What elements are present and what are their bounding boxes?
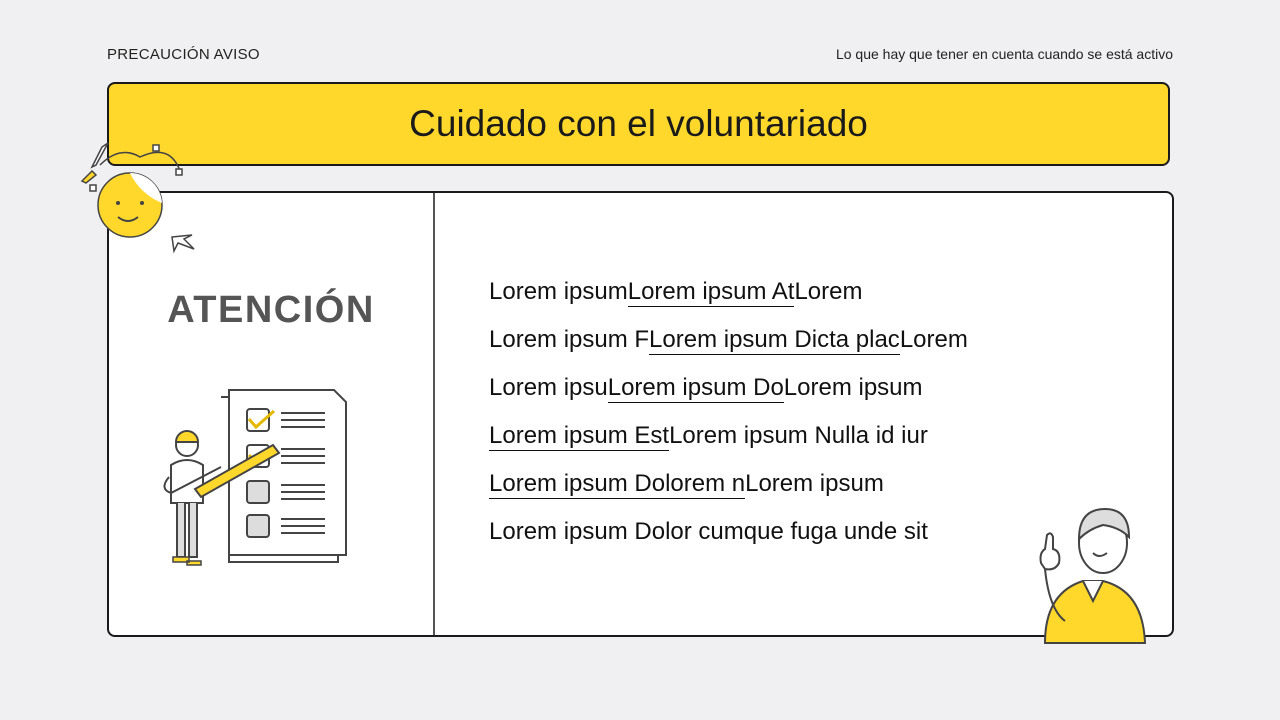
- page-title: Cuidado con el voluntariado: [409, 103, 868, 144]
- pointing-man-illustration: [1035, 503, 1155, 653]
- checklist-person-illustration: [149, 385, 369, 585]
- section-label: PRECAUCIÓN AVISO: [107, 46, 260, 63]
- list-item: Lorem ipsum Dolorem nLorem ipsum: [489, 470, 884, 497]
- list-item: Lorem ipsumLorem ipsum AtLorem: [489, 278, 863, 305]
- list-item: Lorem ipsum Dolor cumque fuga unde sit: [489, 518, 928, 545]
- subtitle-label: Lo que hay que tener en cuenta cuando se está activo: [835, 46, 1173, 62]
- attention-heading: ATENCIÓN: [167, 289, 375, 331]
- content-card: [107, 191, 1174, 637]
- smiley-balloon-icon: [80, 145, 210, 255]
- title-banner: [107, 82, 1170, 166]
- card-divider: [433, 193, 435, 635]
- list-item: Lorem ipsuLorem ipsum DoLorem ipsum: [489, 374, 923, 401]
- list-item: Lorem ipsum FLorem ipsum Dicta placLorem: [489, 326, 968, 353]
- notice-list: [489, 277, 968, 565]
- list-item: Lorem ipsum EstLorem ipsum Nulla id iur: [489, 422, 928, 449]
